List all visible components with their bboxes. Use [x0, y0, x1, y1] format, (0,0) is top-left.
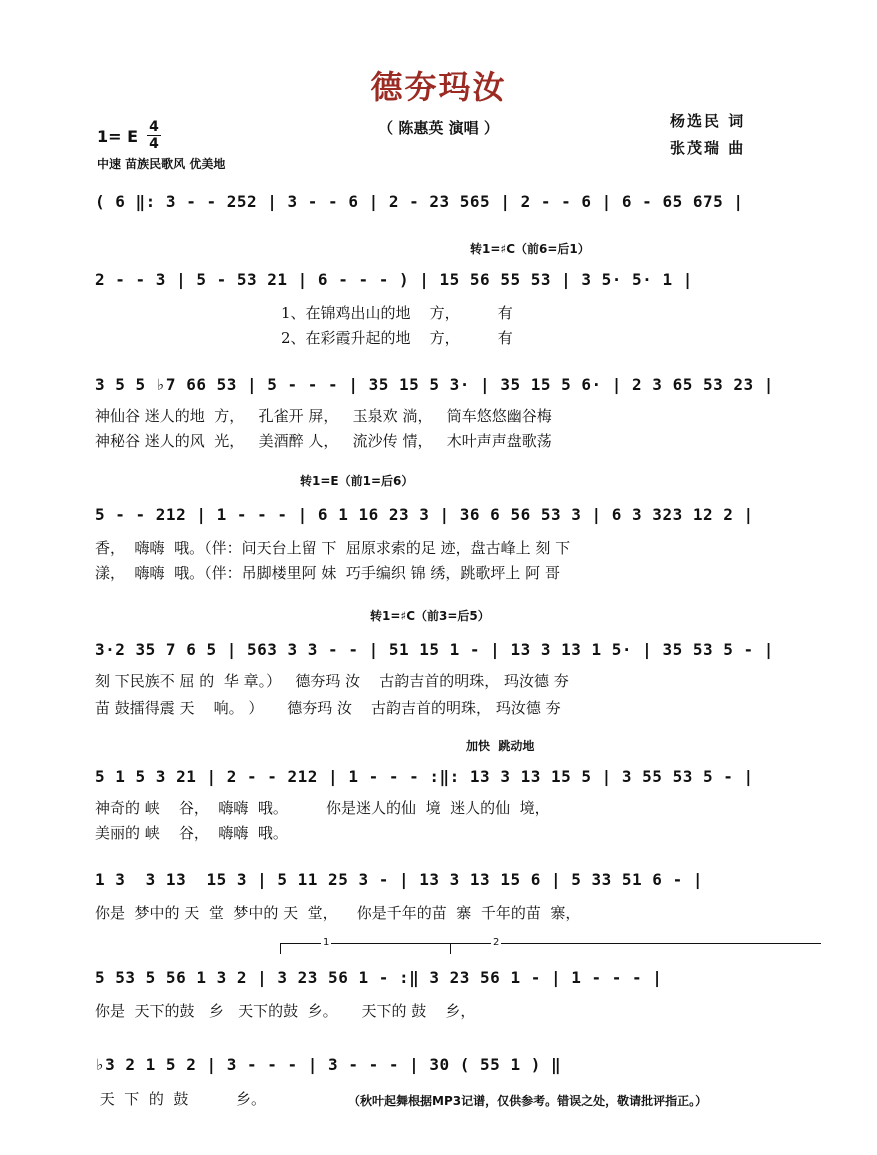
lyric-row-7-verse-1: 你是 梦中的 天 堂 梦中的 天 堂， 你是千年的苗 寨 千年的苗 寨，	[95, 904, 581, 922]
notation-row-6: 5 1 5 3 21 | 2 - - 212 | 1 - - - :‖: 13 3 13 15 5 | 3 55 53 5 - |	[95, 767, 754, 786]
time-signature	[147, 120, 161, 151]
notation-row-9: ♭3 2 1 5 2 | 3 - - - | 3 - - - | 30 ( 55 1 ) ‖	[95, 1055, 562, 1074]
transcriber-note: （秋叶起舞根据MP3记谱，仅供参考。错误之处，敬请批评指正。）	[348, 1094, 708, 1108]
lyric-row-3-verse-2: 神秘谷 迷人的风 光， 美酒醉 人， 流沙传 情， 木叶声声盘歌荡	[95, 432, 552, 450]
notation-row-5: 3·2 35 7 6 5 | 563 3 3 - - | 51 15 1 - | 13 3 13 1 5· | 35 53 5 - |	[95, 640, 774, 659]
notation-row-2: 2 - - 3 | 5 - 53 21 | 6 - - - ) | 15 56 55 53 | 3 5· 5· 1 |	[95, 270, 693, 289]
lyric-row-4-verse-2: 漾， 嗨嗨 哦。（伴：吊脚楼里阿 妹 巧手编织 锦 绣，跳歌坪上 阿 哥	[95, 564, 560, 582]
notation-row-3: 3 5 5 ♭7 66 53 | 5 - - - | 35 15 5 3· | 35 15 5 6· | 2 3 65 53 23 |	[95, 375, 774, 394]
lyric-row-6-verse-2: 美丽的 峡 谷， 嗨嗨 哦。	[95, 824, 288, 842]
composer-credit: 张茂瑞 曲	[670, 139, 746, 157]
singer-credit: （ 陈惠英 演唱 ）	[378, 119, 499, 137]
lyric-row-3-verse-1: 神仙谷 迷人的地 方， 孔雀开 屏， 玉泉欢 淌， 筒车悠悠幽谷梅	[95, 407, 552, 425]
lyric-row-5-verse-1: 刻 下民族不 屈 的 华 章。） 德夯玛 汝 古韵吉首的明珠， 玛汝德 夯	[95, 672, 569, 690]
notation-row-8: 5 53 5 56 1 3 2 | 3 23 56 1 - :‖ 3 23 56 1 - | 1 - - - |	[95, 968, 663, 987]
lyric-row-5-verse-2: 苗 鼓擂得震 天 响。 ） 德夯玛 汝 古韵吉首的明珠， 玛汝德 夯	[95, 699, 561, 717]
lyric-row-6-verse-1: 神奇的 峡 谷， 嗨嗨 哦。 你是迷人的仙 境 迷人的仙 境，	[95, 799, 550, 817]
notation-row-4: 5 - - 212 | 1 - - - | 6 1 16 23 3 | 36 6 56 53 3 | 6 3 323 12 2 |	[95, 505, 754, 524]
tempo-marking: 中速 苗族民歌风 优美地	[97, 157, 226, 171]
notation-row-7: 1 3 3 13 15 3 | 5 11 25 3 - | 13 3 13 15 6 | 5 33 51 6 - |	[95, 870, 703, 889]
notation-row-1: ( 6 ‖: 3 - - 252 | 3 - - 6 | 2 - 23 565 | 2 - - 6 | 6 - 65 675 |	[95, 192, 744, 211]
tempo-change-mark: 加快 跳动地	[466, 739, 535, 753]
lyric-row-8-verse-1: 你是 天下的鼓 乡 天下的鼓 乡。 天下的 鼓 乡，	[95, 1002, 476, 1020]
lyricist-credit: 杨选民 词	[670, 112, 746, 130]
modulation-mark-2: 转1=E（前1=后6）	[300, 474, 414, 488]
volta-bracket-2: 2	[450, 943, 821, 954]
lyric-row-9-verse-1: 天 下 的 鼓 乡。	[95, 1090, 267, 1108]
lyric-row-2-verse-1: 1、在锦鸡出山的地 方， 有	[95, 304, 513, 322]
modulation-mark-1: 转1=♯C（前6=后1）	[470, 242, 590, 256]
song-title: 德夯玛汝	[370, 68, 507, 106]
key-signature: 1= E	[97, 127, 139, 146]
modulation-mark-3: 转1=♯C（前3=后5）	[370, 609, 490, 623]
lyric-row-2-verse-2: 2、在彩霞升起的地 方， 有	[95, 329, 513, 347]
time-signature-bottom: 4	[149, 136, 159, 152]
lyric-row-4-verse-1: 香， 嗨嗨 哦。（伴：问天台上留 下 屈原求索的足 迹，盘古峰上 刻 下	[95, 539, 571, 557]
time-signature-top: 4	[149, 119, 159, 135]
volta-bracket-1: 1	[280, 943, 481, 954]
